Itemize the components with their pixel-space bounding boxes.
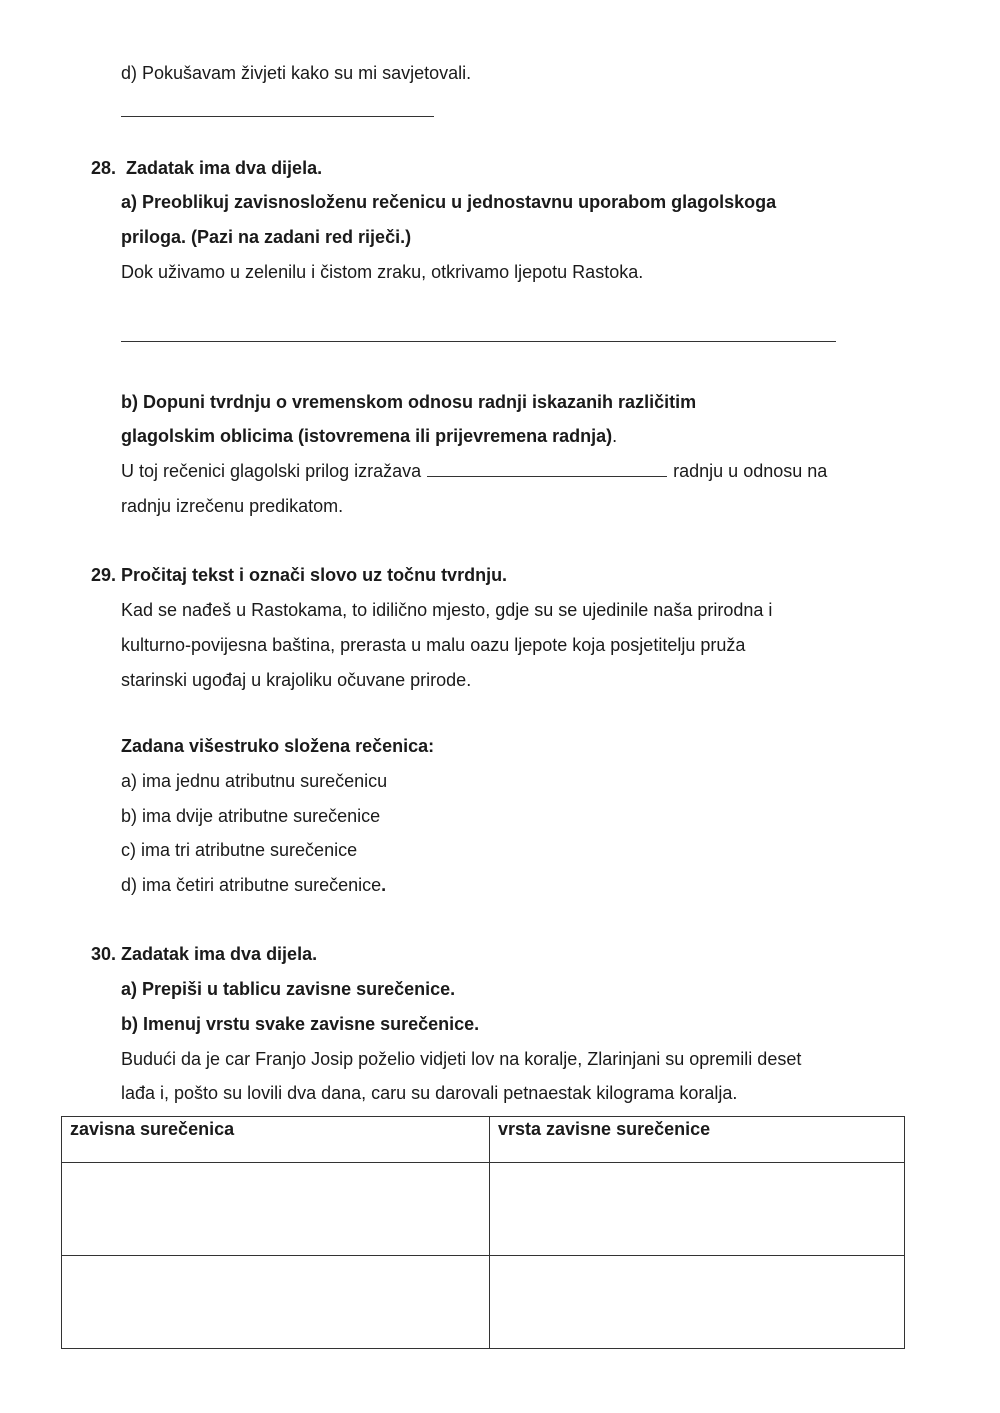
- q28-part-a-line2: priloga. (Pazi na zadani red riječi.): [121, 227, 412, 247]
- table-header-clause: zavisna surečenica: [62, 1117, 490, 1163]
- table-cell-type[interactable]: [490, 1163, 905, 1256]
- q28-statement: [121, 460, 827, 482]
- q28-part-a-line1: a) Preoblikuj zavisnosloženu rečenicu u jednostavnu uporabom glagolskoga: [121, 192, 777, 212]
- q29-text-line: kulturno-povijesna baština, prerasta u malu oazu ljepote koja posjetitelju pruža: [121, 635, 746, 655]
- table-row: [62, 1163, 905, 1256]
- q30-text-line: lađa i, pošto su lovili dva dana, caru su darovali petnaestak kilograma koralja.: [121, 1083, 738, 1103]
- table-header-type: vrsta zavisne surečenice: [490, 1117, 905, 1163]
- q28-statement-blank[interactable]: [427, 460, 667, 477]
- q29-prompt: Zadana višestruko složena rečenica:: [121, 736, 435, 756]
- q28-number: 28.: [91, 158, 117, 178]
- q29-title: Pročitaj tekst i označi slovo uz točnu tvrdnju.: [121, 565, 508, 585]
- q30-title: Zadatak ima dva dijela.: [121, 944, 318, 964]
- q28-title: Zadatak ima dva dijela.: [126, 158, 323, 178]
- q28-sentence: Dok uživamo u zelenilu i čistom zraku, otkrivamo ljepotu Rastoka.: [121, 262, 644, 282]
- q30-number: 30.: [91, 944, 117, 964]
- q29-option-d-wrap[interactable]: [121, 874, 386, 896]
- q28-part-b-line2: glagolskim oblicima (istovremena ili prijevremena radnja): [121, 426, 613, 446]
- q29-option-c[interactable]: c) ima tri atributne surečenice: [121, 840, 358, 860]
- table-cell-clause[interactable]: [62, 1163, 490, 1256]
- q28-statement-end: radnju u odnosu na: [673, 461, 828, 481]
- q30-part-a: a) Prepiši u tablicu zavisne surečenice.: [121, 979, 456, 999]
- q28-statement-line2: radnju izrečenu predikatom.: [121, 496, 344, 516]
- q30-text-line: Budući da je car Franjo Josip poželio vidjeti lov na koralje, Zlarinjani su opremili deset: [121, 1049, 802, 1069]
- q28-statement-start: U toj rečenici glagolski prilog izražava: [121, 461, 422, 481]
- q29-option-d: d) ima četiri atributne surečenice: [121, 875, 382, 895]
- q29-text-line: Kad se nađeš u Rastokama, to idilično mjesto, gdje su se ujedinile naša prirodna i: [121, 600, 773, 620]
- q29-text-line: starinski ugođaj u krajoliku očuvane prirode.: [121, 670, 472, 690]
- q28-answer-line[interactable]: [121, 341, 836, 342]
- q29-number: 29.: [91, 565, 117, 585]
- table-row: [62, 1256, 905, 1349]
- q29-option-a[interactable]: a) ima jednu atributnu surečenicu: [121, 771, 388, 791]
- table-cell-type[interactable]: [490, 1256, 905, 1349]
- q28-part-b-line2-end: .: [612, 426, 618, 446]
- q29-option-d-end: .: [381, 875, 387, 895]
- q28-part-b-line2-wrap: [121, 425, 617, 447]
- q30-answer-table: [61, 1116, 905, 1349]
- table-cell-clause[interactable]: [62, 1256, 490, 1349]
- q28-part-b-line1: b) Dopuni tvrdnju o vremenskom odnosu radnji iskazanih različitim: [121, 392, 697, 412]
- q27-answer-line[interactable]: [121, 116, 434, 117]
- q27-item-d: d) Pokušavam živjeti kako su mi savjetovali.: [121, 63, 472, 83]
- q30-part-b: b) Imenuj vrstu svake zavisne surečenice.: [121, 1014, 480, 1034]
- q29-option-b[interactable]: b) ima dvije atributne surečenice: [121, 806, 381, 826]
- table-header-row: [62, 1117, 905, 1163]
